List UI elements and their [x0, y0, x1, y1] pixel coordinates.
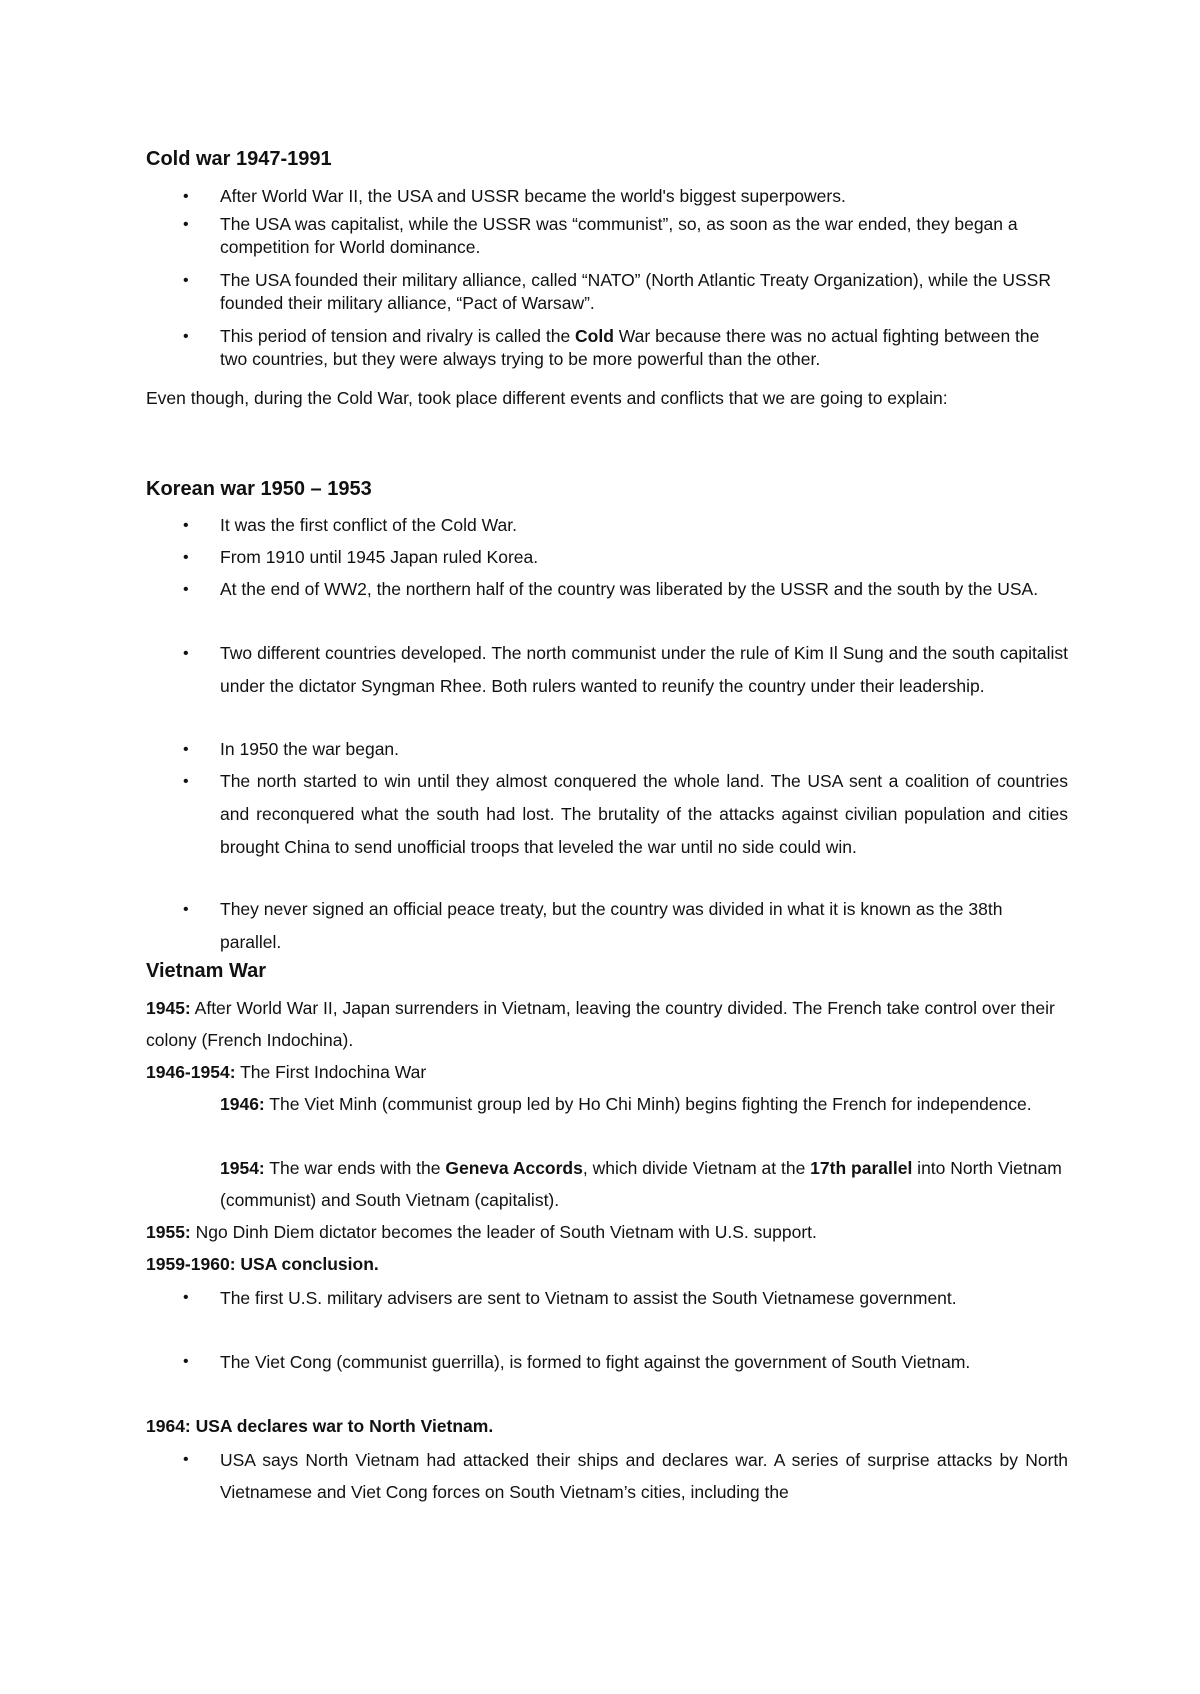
- list-item: • USA says North Vietnam had attacked their ships and declares war. A series of surprise attacks by North Vietnamese and Viet Cong forces on South Vietnam’s cities, including the: [220, 1444, 1068, 1508]
- timeline-entry-1946: 1946: The Viet Minh (communist group led by Ho Chi Minh) begins fighting the French for independence.: [220, 1094, 1032, 1114]
- timeline-entry-1959-1960: 1959-1960: USA conclusion.: [146, 1254, 379, 1274]
- list-item: • After World War II, the USA and USSR became the world's biggest superpowers.: [220, 185, 1068, 208]
- list-item: • The Viet Cong (communist guerrilla), is formed to fight against the government of South Vietnam.: [220, 1346, 1068, 1378]
- list-item: • The north started to win until they almost conquered the whole land. The USA sent a coalition of countries and reconquered what the south had lost. The brutality of the attacks against civilian population and cities brought China to send unofficial troops that leveled the war until no side could win.: [220, 765, 1068, 864]
- list-item: • At the end of WW2, the northern half of the country was liberated by the USSR and the south by the USA.: [220, 573, 1068, 606]
- timeline-entry-1955: 1955: Ngo Dinh Diem dictator becomes the leader of South Vietnam with U.S. support.: [146, 1222, 817, 1242]
- list-item: • Two different countries developed. The north communist under the rule of Kim Il Sung and the south capitalist under the dictator Syngman Rhee. Both rulers wanted to reunify the country under their leadership.: [220, 637, 1068, 703]
- list-item: • They never signed an official peace treaty, but the country was divided in what it is known as the 38th parallel.: [220, 893, 1068, 959]
- timeline-entry-1945: 1945: After World War II, Japan surrenders in Vietnam, leaving the country divided. The French take control over their colony (French Indochina).: [146, 998, 1055, 1050]
- intro-paragraph: Even though, during the Cold War, took place different events and conflicts that we are going to explain:: [146, 388, 948, 408]
- list-item: • It was the first conflict of the Cold War.: [220, 509, 1068, 542]
- list-item: • From 1910 until 1945 Japan ruled Korea.: [220, 541, 1068, 574]
- list-item: • The USA was capitalist, while the USSR was “communist”, so, as soon as the war ended, they began a competition for World dominance.: [220, 213, 1068, 259]
- heading-cold-war: Cold war 1947-1991: [146, 148, 332, 170]
- list-item: • The first U.S. military advisers are sent to Vietnam to assist the South Vietnamese government.: [220, 1282, 1068, 1314]
- heading-vietnam-war: Vietnam War: [146, 960, 267, 982]
- list-item: • In 1950 the war began.: [220, 733, 1068, 766]
- heading-korean-war: Korean war 1950 – 1953: [146, 478, 372, 500]
- timeline-entry-1946-1954: 1946-1954: The First Indochina War: [146, 1062, 427, 1082]
- timeline-entry-1954: 1954: The war ends with the Geneva Accords, which divide Vietnam at the 17th parallel into North Vietnam (communist) and South Vietnam (capitalist).: [220, 1158, 1062, 1210]
- list-item: • This period of tension and rivalry is called the Cold War because there was no actual fighting between the two countries, but they were always trying to be more powerful than the other.: [220, 325, 1068, 371]
- timeline-entry-1964: 1964: USA declares war to North Vietnam.: [146, 1416, 494, 1436]
- list-item: • The USA founded their military alliance, called “NATO” (North Atlantic Treaty Organization), while the USSR founded their military alliance, “Pact of Warsaw”.: [220, 269, 1068, 315]
